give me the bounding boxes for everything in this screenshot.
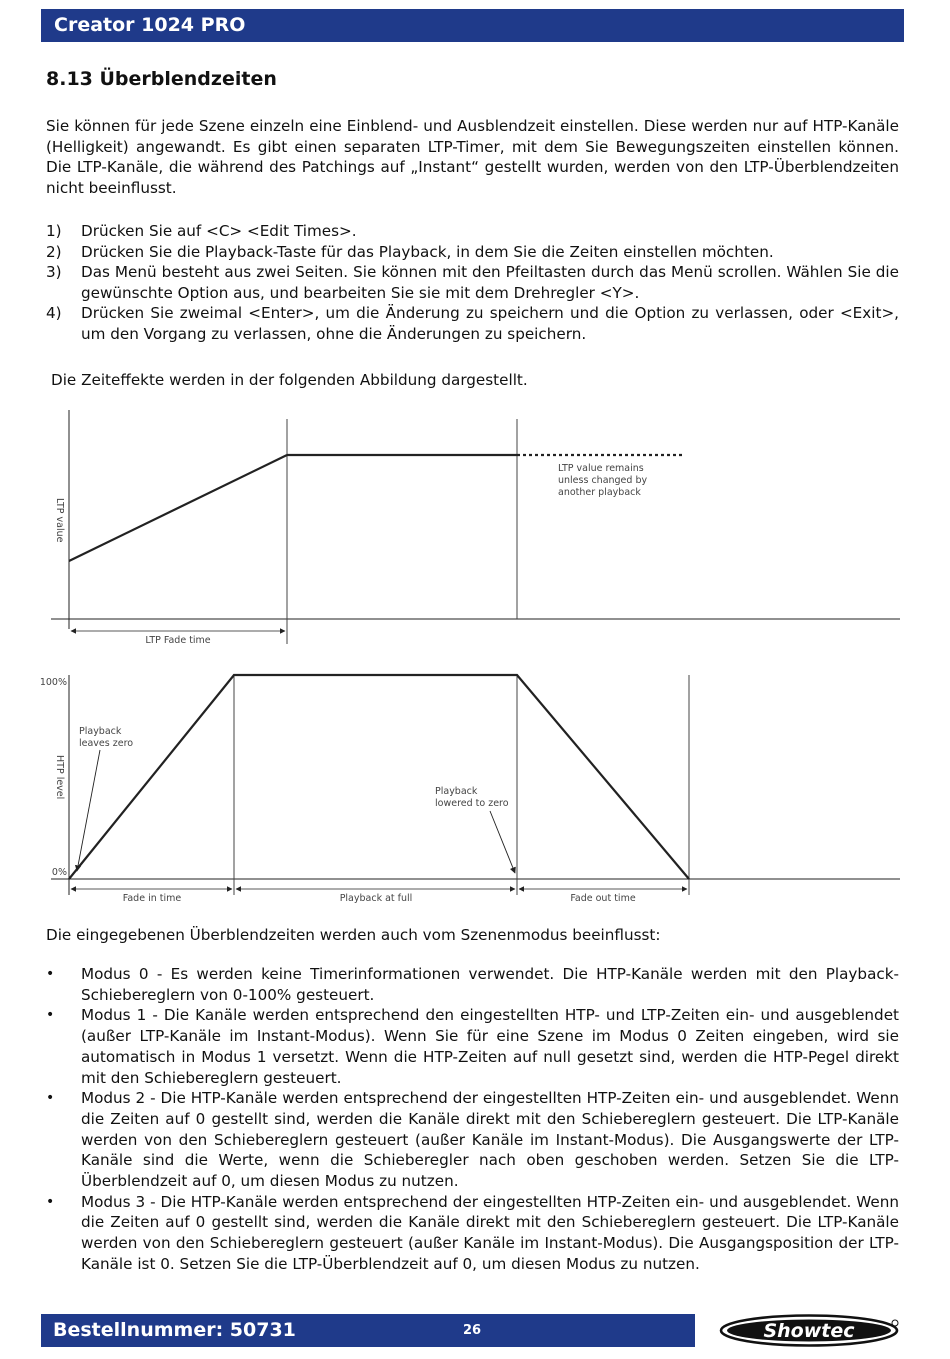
ltp-note-line: LTP value remains	[558, 463, 644, 474]
section-title: 8.13 Überblendzeiten	[46, 68, 277, 90]
ltp-note-line: another playback	[558, 487, 641, 498]
steps-list	[46, 221, 899, 344]
showtec-logo	[695, 1314, 923, 1347]
lowered-to-zero-line: Playback	[435, 786, 478, 797]
mode-text: Modus 3 - Die HTP-Kanäle werden entsprechend der eingestellten HTP-Zeiten ein- und ausgeblendet. Wenn die Zeiten auf 0 gestellt sind, werden die Kanäle direkt mit den Schiebereglern gesteuert. Die LTP-Kanäle werden von den Schiebereglern gesteuert (außer Kanäle im Instant-Modus). Die Ausgangsposition der LTP-Kanäle ist 0. Setzen Sie die LTP-Überblendzeit auf 0, um diesen Modus zu nutzen.	[81, 1192, 899, 1273]
leaves-zero-arrow	[77, 750, 100, 871]
leaves-zero-line: Playback	[79, 726, 122, 737]
lowered-to-zero-arrow	[490, 811, 515, 873]
bullet: •	[46, 1090, 55, 1107]
htp-level-line	[69, 675, 689, 879]
step-item	[46, 262, 899, 303]
ltp-axis-label: LTP value	[54, 498, 65, 543]
htp-axis-label: HTP level	[54, 755, 65, 800]
page-number: 26	[463, 1323, 482, 1338]
svg-text:Showtec: Showtec	[763, 1320, 855, 1342]
bullet: •	[46, 1007, 55, 1024]
mode-text: Modus 2 - Die HTP-Kanäle werden entsprechend der eingestellten HTP-Zeiten ein- und ausgeblendet. Wenn die Zeiten auf 0 gestellt sind, werden die Kanäle direkt mit den Schiebereglern gesteuert. Die LTP-Kanäle werden von den Schiebereglern gesteuert (außer Kanäle im Instant-Modus). Die Ausgangswerte der LTP-Kanäle sind die Werte, wenn die Schieberegler nach oben geschoben werden. Setzen Sie die LTP-Überblendzeit auf 0, um diesen Modus zu nutzen.	[81, 1089, 899, 1191]
page-header	[41, 9, 904, 42]
modes-list	[46, 964, 899, 1275]
mode-item	[46, 1088, 899, 1192]
htp-0-label: 0%	[51, 867, 67, 878]
mode-item	[46, 964, 899, 1005]
mode-item	[46, 1005, 899, 1088]
step-number: 2)	[46, 242, 62, 261]
step-item	[46, 242, 899, 263]
step-item	[46, 303, 899, 344]
showtec-logo-icon	[695, 1314, 923, 1347]
step-text: Drücken Sie auf <C> <Edit Times>.	[81, 222, 357, 240]
ltp-note-line: unless changed by	[558, 475, 648, 486]
figure-caption: Die Zeiteffekte werden in der folgenden Abbildung dargestellt.	[51, 371, 528, 389]
step-number: 1)	[46, 222, 62, 240]
mode-text: Modus 0 - Es werden keine Timerinformationen verwendet. Die HTP-Kanäle werden mit den Playback-Schiebereglern von 0-100% gesteuert.	[81, 965, 899, 1004]
step-number: 3)	[46, 263, 62, 281]
step-number: 4)	[46, 304, 62, 322]
lowered-to-zero-line: lowered to zero	[435, 798, 509, 809]
fade-out-time-label: Fade out time	[570, 893, 636, 904]
ltp-fade-time-label: LTP Fade time	[145, 635, 211, 646]
step-item	[46, 221, 899, 242]
modes-intro: Die eingegebenen Überblendzeiten werden auch vom Szenenmodus beeinflusst:	[46, 926, 661, 944]
leaves-zero-line: leaves zero	[79, 738, 134, 749]
fade-time-diagram	[40, 405, 910, 910]
page-footer	[41, 1314, 904, 1347]
step-text: Drücken Sie zweimal <Enter>, um die Änderung zu speichern und die Option zu verlassen, oder <Exit>, um den Vorgang zu verlassen, ohne die Änderungen zu speichern.	[81, 304, 899, 343]
order-number: Bestellnummer: 50731	[53, 1319, 296, 1341]
step-text: Drücken Sie die Playback-Taste für das Playback, in dem Sie die Zeiten einstellen möchten.	[81, 242, 774, 261]
ltp-fade-line	[69, 455, 287, 561]
playback-at-full-label: Playback at full	[339, 893, 413, 904]
intro-paragraph: Sie können für jede Szene einzeln eine Einblend- und Ausblendzeit einstellen. Diese werden nur auf HTP-Kanäle (Helligkeit) angewandt. Es gibt einen separaten LTP-Timer, mit dem Sie Bewegungszeiten einstellen können. Die LTP-Kanäle, die während des Patchings auf „Instant“ gestellt wurden, werden von den LTP-Überblendzeiten nicht beeinflusst.	[46, 117, 899, 197]
mode-item	[46, 1192, 899, 1275]
step-text: Das Menü besteht aus zwei Seiten. Sie können mit den Pfeiltasten durch das Menü scrollen. Wählen Sie die gewünschte Option aus, und bearbeiten Sie sie mit dem Drehregler <Y>.	[81, 263, 899, 302]
mode-text: Modus 1 - Die Kanäle werden entsprechend den eingestellten HTP- und LTP-Zeiten ein- und ausgeblendet (außer LTP-Kanäle im Instant-Modus). Wenn Sie für eine Szene im Modus 0 Zeiten eingeben, wird sie automatisch in Modus 1 versetzt. Wenn die HTP-Zeiten auf null gesetzt sind, werden die HTP-Pegel direkt mit den Schiebereglern gesteuert.	[81, 1006, 899, 1087]
bullet: •	[46, 1193, 55, 1210]
bullet: •	[46, 966, 55, 982]
fade-in-time-label: Fade in time	[122, 893, 182, 904]
header-title: Creator 1024 PRO	[54, 14, 246, 36]
htp-100-label: 100%	[40, 677, 67, 688]
